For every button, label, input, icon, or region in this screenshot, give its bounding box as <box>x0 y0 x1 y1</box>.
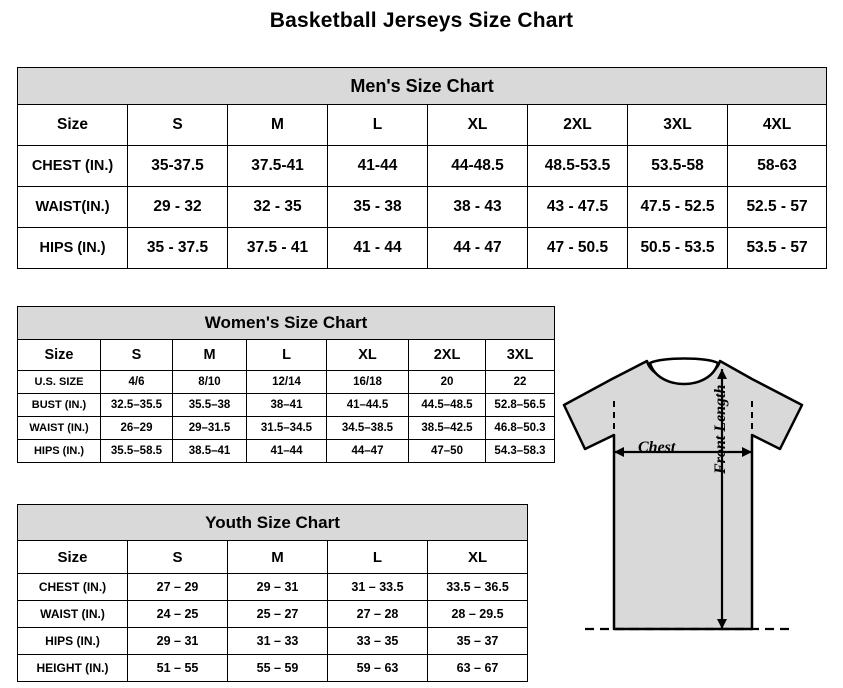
column-header: M <box>228 105 328 146</box>
table-cell: 41-44 <box>328 146 428 187</box>
row-label: HIPS (IN.) <box>18 628 128 655</box>
table-cell: 44 - 47 <box>428 228 528 269</box>
youth-size-chart <box>17 504 527 682</box>
column-header: S <box>128 105 228 146</box>
table-cell: 38 - 43 <box>428 187 528 228</box>
table-cell: 25 – 27 <box>228 601 328 628</box>
table-cell: 29 – 31 <box>128 628 228 655</box>
table-cell: 27 – 28 <box>328 601 428 628</box>
table-cell: 38.5–41 <box>173 440 247 463</box>
table-cell: 32.5–35.5 <box>101 394 173 417</box>
mens-size-chart <box>17 67 826 269</box>
table-header-row <box>18 105 827 146</box>
table-cell: 37.5-41 <box>228 146 328 187</box>
table-cell: 31 – 33 <box>228 628 328 655</box>
table-cell: 33 – 35 <box>328 628 428 655</box>
youth-size-table <box>17 504 528 682</box>
table-cell: 26–29 <box>101 417 173 440</box>
table-cell: 46.8–50.3 <box>486 417 555 440</box>
row-label: WAIST (IN.) <box>18 601 128 628</box>
table-cell: 24 – 25 <box>128 601 228 628</box>
table-cell: 52.8–56.5 <box>486 394 555 417</box>
mens-size-table <box>17 67 827 269</box>
row-label: HIPS (IN.) <box>18 440 101 463</box>
womens-size-chart <box>17 306 554 463</box>
table-row <box>18 628 528 655</box>
row-label: HIPS (IN.) <box>18 228 128 269</box>
table-row <box>18 655 528 682</box>
row-label: CHEST (IN.) <box>18 146 128 187</box>
table-cell: 53.5 - 57 <box>728 228 827 269</box>
table-cell: 41–44 <box>247 440 327 463</box>
table-cell: 12/14 <box>247 371 327 394</box>
table-row <box>18 187 827 228</box>
table-row <box>18 228 827 269</box>
table-cell: 41 - 44 <box>328 228 428 269</box>
table-cell: 31.5–34.5 <box>247 417 327 440</box>
jersey-measurement-diagram <box>552 339 832 669</box>
table-cell: 37.5 - 41 <box>228 228 328 269</box>
table-cell: 29 – 31 <box>228 574 328 601</box>
column-header: L <box>328 105 428 146</box>
womens-size-table <box>17 306 555 463</box>
row-label: WAIST(IN.) <box>18 187 128 228</box>
table-cell: 33.5 – 36.5 <box>428 574 528 601</box>
table-cell: 51 – 55 <box>128 655 228 682</box>
table-row <box>18 601 528 628</box>
table-cell: 35.5–58.5 <box>101 440 173 463</box>
table-cell: 55 – 59 <box>228 655 328 682</box>
table-cell: 16/18 <box>327 371 409 394</box>
column-header: XL <box>428 541 528 574</box>
column-header: M <box>228 541 328 574</box>
column-header: Size <box>18 340 101 371</box>
table-cell: 44–47 <box>327 440 409 463</box>
row-label: HEIGHT (IN.) <box>18 655 128 682</box>
womens-chart-band-label: Women's Size Chart <box>18 307 555 340</box>
column-header: L <box>328 541 428 574</box>
youth-chart-band-label: Youth Size Chart <box>18 505 528 541</box>
table-cell: 29 - 32 <box>128 187 228 228</box>
table-band-row <box>18 307 555 340</box>
row-label: CHEST (IN.) <box>18 574 128 601</box>
table-cell: 53.5-58 <box>628 146 728 187</box>
row-label: WAIST (IN.) <box>18 417 101 440</box>
front-length-measure-label: Front Length <box>712 384 729 474</box>
column-header: Size <box>18 105 128 146</box>
column-header: XL <box>428 105 528 146</box>
row-label: U.S. SIZE <box>18 371 101 394</box>
table-cell: 47 - 50.5 <box>528 228 628 269</box>
table-cell: 29–31.5 <box>173 417 247 440</box>
table-cell: 48.5-53.5 <box>528 146 628 187</box>
column-header: 3XL <box>486 340 555 371</box>
table-row <box>18 394 555 417</box>
table-cell: 47–50 <box>409 440 486 463</box>
table-cell: 8/10 <box>173 371 247 394</box>
column-header: 2XL <box>409 340 486 371</box>
page-title: Basketball Jerseys Size Chart <box>269 9 574 32</box>
table-row <box>18 574 528 601</box>
chest-measure-label: Chest <box>638 439 676 456</box>
table-cell: 4/6 <box>101 371 173 394</box>
table-cell: 35 - 38 <box>328 187 428 228</box>
table-cell: 35.5–38 <box>173 394 247 417</box>
table-cell: 35-37.5 <box>128 146 228 187</box>
column-header: L <box>247 340 327 371</box>
table-header-row <box>18 541 528 574</box>
table-row <box>18 371 555 394</box>
mens-chart-band-label: Men's Size Chart <box>18 68 827 105</box>
table-cell: 28 – 29.5 <box>428 601 528 628</box>
table-cell: 44.5–48.5 <box>409 394 486 417</box>
column-header: S <box>101 340 173 371</box>
table-cell: 41–44.5 <box>327 394 409 417</box>
table-cell: 27 – 29 <box>128 574 228 601</box>
column-header: 3XL <box>628 105 728 146</box>
table-row <box>18 417 555 440</box>
table-cell: 59 – 63 <box>328 655 428 682</box>
table-cell: 31 – 33.5 <box>328 574 428 601</box>
column-header: 4XL <box>728 105 827 146</box>
table-cell: 44-48.5 <box>428 146 528 187</box>
column-header: S <box>128 541 228 574</box>
table-cell: 35 - 37.5 <box>128 228 228 269</box>
row-label: BUST (IN.) <box>18 394 101 417</box>
table-band-row <box>18 68 827 105</box>
table-band-row <box>18 505 528 541</box>
column-header: M <box>173 340 247 371</box>
column-header: Size <box>18 541 128 574</box>
table-cell: 38–41 <box>247 394 327 417</box>
table-cell: 63 – 67 <box>428 655 528 682</box>
table-cell: 43 - 47.5 <box>528 187 628 228</box>
table-cell: 35 – 37 <box>428 628 528 655</box>
column-header: XL <box>327 340 409 371</box>
jersey-shirt-icon <box>552 339 832 669</box>
table-cell: 50.5 - 53.5 <box>628 228 728 269</box>
table-cell: 47.5 - 52.5 <box>628 187 728 228</box>
table-row <box>18 146 827 187</box>
table-cell: 52.5 - 57 <box>728 187 827 228</box>
table-cell: 22 <box>486 371 555 394</box>
table-cell: 32 - 35 <box>228 187 328 228</box>
table-row <box>18 440 555 463</box>
column-header: 2XL <box>528 105 628 146</box>
table-cell: 58-63 <box>728 146 827 187</box>
shirt-outline <box>564 361 802 629</box>
table-cell: 20 <box>409 371 486 394</box>
table-header-row <box>18 340 555 371</box>
table-cell: 34.5–38.5 <box>327 417 409 440</box>
table-cell: 38.5–42.5 <box>409 417 486 440</box>
table-cell: 54.3–58.3 <box>486 440 555 463</box>
